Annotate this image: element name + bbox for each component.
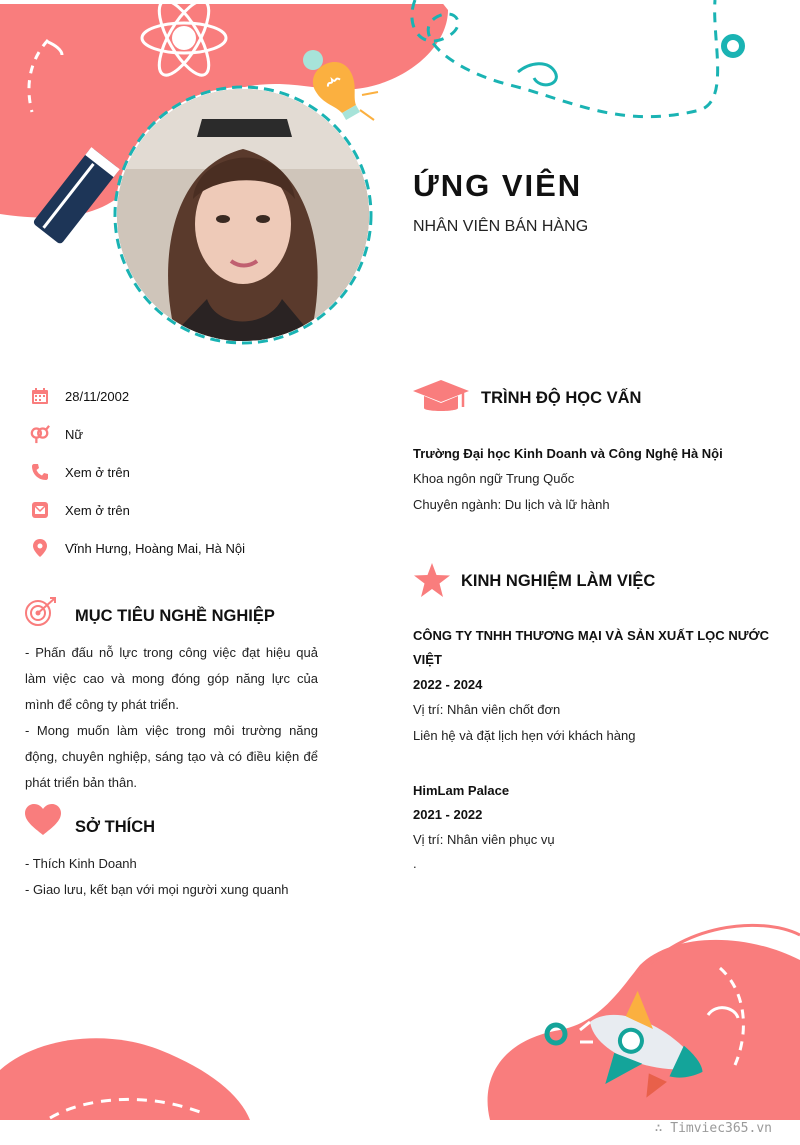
watermark: ∴ Timviec365.vn bbox=[654, 1121, 772, 1136]
contact-phone bbox=[30, 461, 330, 483]
contact-gender bbox=[30, 423, 330, 445]
objective-paragraph-2: - Mong muốn làm việc trong môi trường năng động, chuyên nghiệp, sáng tạo và có điều kiện để phát triển bản thân. bbox=[25, 723, 318, 790]
gender-text: Nữ bbox=[65, 426, 84, 442]
education-faculty: Khoa ngôn ngữ Trung Quốc bbox=[413, 471, 575, 486]
birthday-text: 28/11/2002 bbox=[65, 388, 130, 404]
ring-deco bbox=[724, 37, 742, 55]
education-major: Chuyên ngành: Du lịch và lữ hành bbox=[413, 497, 610, 512]
contact-email bbox=[30, 499, 330, 521]
objective-title: MỤC TIÊU NGHỀ NGHIỆP bbox=[75, 607, 275, 625]
profile-photo bbox=[117, 89, 369, 341]
profile-photo-frame bbox=[112, 84, 374, 346]
heart-icon bbox=[25, 804, 61, 836]
contact-address bbox=[30, 537, 330, 559]
target-icon bbox=[24, 596, 58, 628]
experience-title: KINH NGHIỆM LÀM VIỆC bbox=[461, 572, 656, 590]
job-1-company: CÔNG TY TNHH THƯƠNG MẠI VÀ SẢN XUẤT LỌC NƯỚC VIỆT bbox=[413, 628, 769, 667]
job-1-period: 2022 - 2024 bbox=[413, 677, 483, 692]
candidate-name: ỨNG VIÊN bbox=[413, 168, 583, 203]
location-pin-icon bbox=[30, 538, 50, 558]
education-school: Trường Đại học Kinh Doanh và Công Nghệ Hà Nội bbox=[413, 446, 723, 461]
hobby-item-2: - Giao lưu, kết bạn với mọi người xung quanh bbox=[25, 882, 289, 897]
education-title: TRÌNH ĐỘ HỌC VẤN bbox=[481, 389, 642, 407]
job-2-period: 2021 - 2022 bbox=[413, 807, 483, 822]
star-icon bbox=[414, 563, 450, 597]
address-text: Vĩnh Hưng, Hoàng Mai, Hà Nội bbox=[65, 540, 245, 556]
gender-icon bbox=[30, 424, 50, 444]
contact-birthday bbox=[30, 385, 330, 407]
objective-paragraph-1: - Phấn đấu nỗ lực trong công việc đạt hiệu quả làm việc cao và mong đóng góp năng lực của mình để công ty phát triển. bbox=[25, 645, 318, 712]
bottom-left-blob bbox=[0, 1038, 250, 1120]
candidate-position: NHÂN VIÊN BÁN HÀNG bbox=[413, 218, 589, 235]
graduation-cap-icon bbox=[413, 380, 469, 414]
phone-text: Xem ở trên bbox=[65, 464, 130, 480]
email-icon bbox=[30, 500, 50, 520]
email-text: Xem ở trên bbox=[65, 502, 130, 518]
job-2-line-2: . bbox=[413, 856, 417, 871]
hobby-item-1: - Thích Kinh Doanh bbox=[25, 856, 137, 871]
job-2-company: HimLam Palace bbox=[413, 783, 510, 798]
hobbies-title: SỞ THÍCH bbox=[75, 818, 156, 836]
job-2-line-1: Vị trí: Nhân viên phục vụ bbox=[413, 832, 555, 847]
job-1-line-2: Liên hệ và đặt lịch hẹn với khách hàng bbox=[413, 728, 636, 743]
phone-icon bbox=[30, 462, 50, 482]
job-1-line-1: Vị trí: Nhân viên chốt đơn bbox=[413, 702, 561, 717]
calendar-icon bbox=[30, 386, 50, 406]
